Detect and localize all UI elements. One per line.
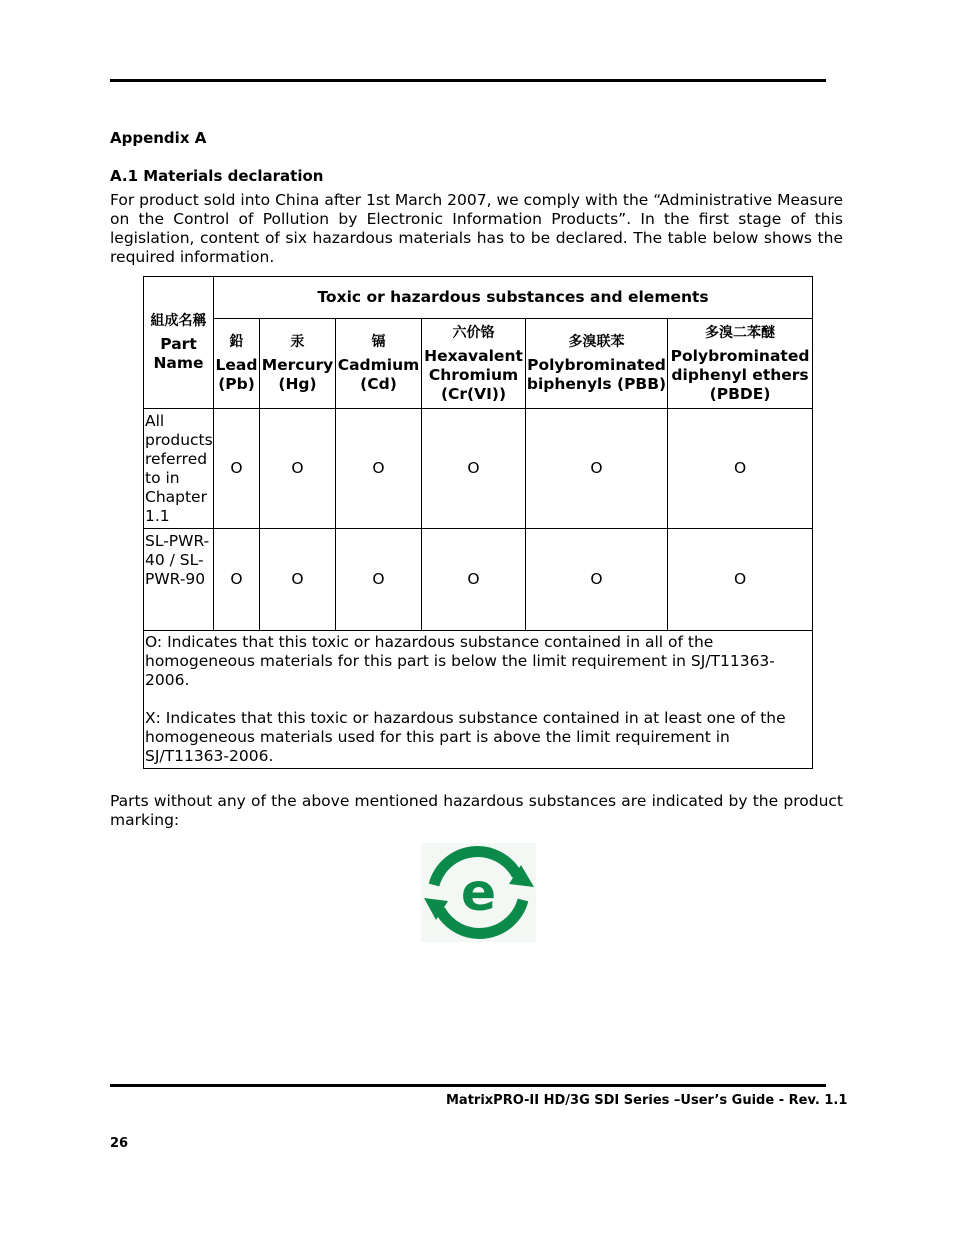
column-cn: 多溴二苯醚 xyxy=(705,324,776,341)
footer-title: MatrixPRO-II HD/3G SDI Series –User’s Guide - Rev. 1.1 xyxy=(446,1093,848,1108)
part-name-label: Part Name xyxy=(153,335,204,372)
page-number: 26 xyxy=(110,1136,129,1151)
part-name-cell: All products referred to in Chapter 1.1 xyxy=(144,409,214,529)
value-cell: O xyxy=(422,409,526,529)
appendix-heading: Appendix A xyxy=(110,129,207,147)
column-header-lead xyxy=(214,319,260,409)
column-header-pbde xyxy=(668,319,813,409)
column-label: Lead (Pb) xyxy=(215,356,258,393)
column-cn: 多溴联苯 xyxy=(568,334,625,350)
value-cell: O xyxy=(526,409,668,529)
value-cell: O xyxy=(336,529,422,631)
column-header-cadmium xyxy=(336,319,422,409)
column-header-hexavalent-chromium xyxy=(422,319,526,409)
materials-declaration-table xyxy=(143,276,813,769)
table-row xyxy=(144,529,813,631)
value-cell: O xyxy=(214,409,260,529)
column-label: Polybrominated diphenyl ethers (PBDE) xyxy=(670,346,810,403)
column-label: Cadmium (Cd) xyxy=(337,356,420,393)
column-label: Mercury (Hg) xyxy=(261,356,334,393)
column-cn: 镉 xyxy=(371,334,386,350)
part-name-cell: SL-PWR-40 / SL-PWR-90 xyxy=(144,529,214,631)
column-label: Polybrominated biphenyls (PBB) xyxy=(526,356,667,393)
value-cell: O xyxy=(214,529,260,631)
notes-cell xyxy=(144,631,813,769)
intro-paragraph: For product sold into China after 1st March 2007, we comply with the “Administrative Measure on the Control of Pollution by Electronic Information Products”. In the first stage of this legislation, content of six hazardous materials has to be declared. The table below shows the required information. xyxy=(110,191,843,266)
note-x: X: Indicates that this toxic or hazardous substance contained in at least one of the homogeneous materials used for this part is above the limit requirement in SJ/T11363-2006. xyxy=(145,709,786,765)
environment-friendly-use-period-logo xyxy=(421,843,536,942)
table-row xyxy=(144,409,813,529)
note-o: O: Indicates that this toxic or hazardous substance contained in all of the homogeneous materials for this part is below the limit requirement in SJ/T11363-2006. xyxy=(145,633,775,689)
column-cn: 鉛 xyxy=(229,334,244,350)
value-cell: O xyxy=(668,529,813,631)
part-name-header xyxy=(144,277,214,409)
column-header-mercury xyxy=(260,319,336,409)
value-cell: O xyxy=(422,529,526,631)
column-cn: 汞 xyxy=(290,334,305,350)
value-cell: O xyxy=(336,409,422,529)
footer-rule xyxy=(110,1084,826,1087)
value-cell: O xyxy=(260,409,336,529)
header-rule xyxy=(110,79,826,82)
value-cell: O xyxy=(526,529,668,631)
column-header-pbb xyxy=(526,319,668,409)
value-cell: O xyxy=(260,529,336,631)
column-label: Hexavalent Chromium (Cr(VI)) xyxy=(424,346,523,403)
parts-paragraph: Parts without any of the above mentioned hazardous substances are indicated by the product marking: xyxy=(110,792,843,829)
toxic-substances-header: Toxic or hazardous substances and elements xyxy=(214,277,813,319)
value-cell: O xyxy=(668,409,813,529)
column-cn: 六价铬 xyxy=(452,324,495,341)
part-name-cn: 組成名稱 xyxy=(150,313,207,329)
logo-letter: e xyxy=(460,863,497,923)
notes-row xyxy=(144,631,813,769)
section-title: A.1 Materials declaration xyxy=(110,167,324,185)
